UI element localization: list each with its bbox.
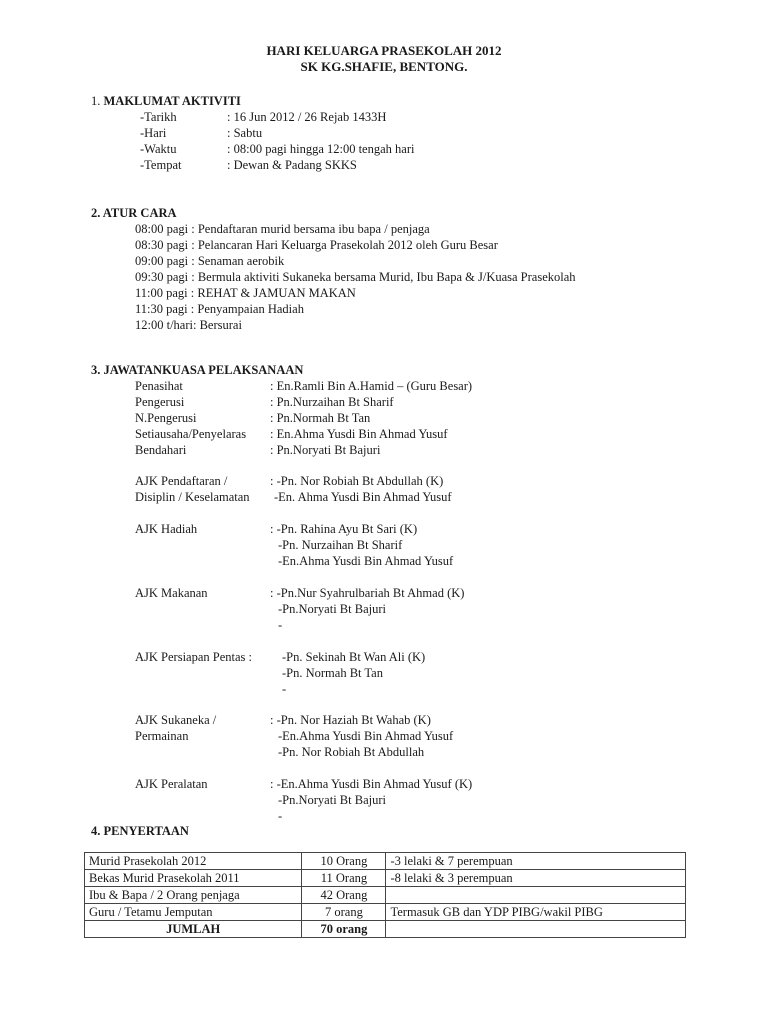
section1-number: 1.	[91, 94, 101, 108]
committee-label: AJK Hadiah	[135, 522, 198, 536]
table-cell: -3 lelaki & 7 perempuan	[386, 853, 686, 870]
total-value: 70 orang	[302, 921, 386, 938]
officer-name: : En.Ramli Bin A.Hamid – (Guru Besar)	[270, 379, 473, 393]
table-row	[85, 870, 686, 887]
section1-title: MAKLUMAT AKTIVITI	[103, 94, 241, 108]
tarikh-value: : 16 Jun 2012 / 26 Rejab 1433H	[227, 110, 387, 124]
section2-heading: 2. ATUR CARA	[91, 206, 177, 220]
committee-label: Disiplin / Keselamatan	[135, 490, 250, 504]
table-cell: 7 orang	[302, 904, 386, 921]
committee-member: -Pn. Sekinah Bt Wan Ali (K)	[282, 650, 426, 664]
committee-label: AJK Peralatan	[135, 777, 208, 791]
officer-role: N.Pengerusi	[135, 411, 197, 425]
tempat-value: : Dewan & Padang SKKS	[227, 158, 357, 172]
table-cell	[386, 887, 686, 904]
officer-role: Pengerusi	[135, 395, 185, 409]
table-row	[85, 853, 686, 870]
officer-name: : Pn.Noryati Bt Bajuri	[270, 443, 381, 457]
total-label: JUMLAH	[85, 921, 302, 938]
committee-member: -Pn. Nurzaihan Bt Sharif	[278, 538, 403, 552]
committee-member: -	[278, 809, 283, 823]
agenda-item: 11:30 pagi : Penyampaian Hadiah	[135, 302, 304, 316]
total-note	[386, 921, 686, 938]
table-cell: 10 Orang	[302, 853, 386, 870]
agenda-item: 12:00 t/hari: Bersurai	[135, 318, 242, 332]
officer-name: : En.Ahma Yusdi Bin Ahmad Yusuf	[270, 427, 448, 441]
tempat-label: -Tempat	[140, 158, 182, 172]
table-cell: Guru / Tetamu Jemputan	[85, 904, 302, 921]
document-subtitle: SK KG.SHAFIE, BENTONG.	[300, 59, 468, 74]
table-cell: 42 Orang	[302, 887, 386, 904]
committee-member: -En.Ahma Yusdi Bin Ahmad Yusuf	[278, 729, 454, 743]
table-total-row	[85, 921, 686, 938]
table-cell: Termasuk GB dan YDP PIBG/wakil PIBG	[386, 904, 686, 921]
committee-member: -Pn. Normah Bt Tan	[282, 666, 383, 680]
officer-role: Bendahari	[135, 443, 187, 457]
committee-member: -Pn.Noryati Bt Bajuri	[278, 602, 386, 616]
committee-member: -	[278, 618, 283, 632]
table-cell: Murid Prasekolah 2012	[85, 853, 302, 870]
officer-role: Setiausaha/Penyelaras	[135, 427, 247, 441]
committee-member: -Pn.Noryati Bt Bajuri	[278, 793, 386, 807]
agenda-item: 09:00 pagi : Senaman aerobik	[135, 254, 285, 268]
agenda-item: 09:30 pagi : Bermula aktiviti Sukaneka bersama Murid, Ibu Bapa & J/Kuasa Prasekolah	[135, 270, 576, 284]
committee-member: : -Pn.Nur Syahrulbariah Bt Ahmad (K)	[270, 586, 465, 600]
committee-label: AJK Pendaftaran /	[135, 474, 228, 488]
table-row	[85, 904, 686, 921]
committee-member: : -En.Ahma Yusdi Bin Ahmad Yusuf (K)	[270, 777, 473, 791]
committee-member: -En. Ahma Yusdi Bin Ahmad Yusuf	[274, 490, 452, 504]
waktu-label: -Waktu	[140, 142, 177, 156]
table-cell: Ibu & Bapa / 2 Orang penjaga	[85, 887, 302, 904]
officer-role: Penasihat	[135, 379, 183, 393]
committee-label: AJK Persiapan Pentas :	[135, 650, 252, 664]
committee-member: : -Pn. Nor Robiah Bt Abdullah (K)	[270, 474, 444, 488]
committee-member: -	[282, 682, 287, 696]
committee-member: : -Pn. Nor Haziah Bt Wahab (K)	[270, 713, 431, 727]
section4-heading: 4. PENYERTAAN	[91, 824, 189, 838]
participation-table	[84, 852, 686, 938]
table-cell: Bekas Murid Prasekolah 2011	[85, 870, 302, 887]
document-title: HARI KELUARGA PRASEKOLAH 2012	[266, 43, 502, 58]
committee-label: Permainan	[135, 729, 189, 743]
section1-heading	[91, 93, 241, 109]
committee-member: -Pn. Nor Robiah Bt Abdullah	[278, 745, 425, 759]
officer-name: : Pn.Nurzaihan Bt Sharif	[270, 395, 394, 409]
waktu-value: : 08:00 pagi hingga 12:00 tengah hari	[227, 142, 415, 156]
officer-name: : Pn.Normah Bt Tan	[270, 411, 371, 425]
committee-member: -En.Ahma Yusdi Bin Ahmad Yusuf	[278, 554, 454, 568]
table-row	[85, 887, 686, 904]
committee-member: : -Pn. Rahina Ayu Bt Sari (K)	[270, 522, 418, 536]
tarikh-label: -Tarikh	[140, 110, 177, 124]
committee-label: AJK Sukaneka /	[135, 713, 217, 727]
hari-value: : Sabtu	[227, 126, 263, 140]
agenda-item: 11:00 pagi : REHAT & JAMUAN MAKAN	[135, 286, 356, 300]
committee-label: AJK Makanan	[135, 586, 208, 600]
section3-heading: 3. JAWATANKUASA PELAKSANAAN	[91, 363, 304, 377]
table-cell: -8 lelaki & 3 perempuan	[386, 870, 686, 887]
agenda-item: 08:00 pagi : Pendaftaran murid bersama ibu bapa / penjaga	[135, 222, 430, 236]
table-cell: 11 Orang	[302, 870, 386, 887]
agenda-item: 08:30 pagi : Pelancaran Hari Keluarga Prasekolah 2012 oleh Guru Besar	[135, 238, 498, 252]
hari-label: -Hari	[140, 126, 167, 140]
